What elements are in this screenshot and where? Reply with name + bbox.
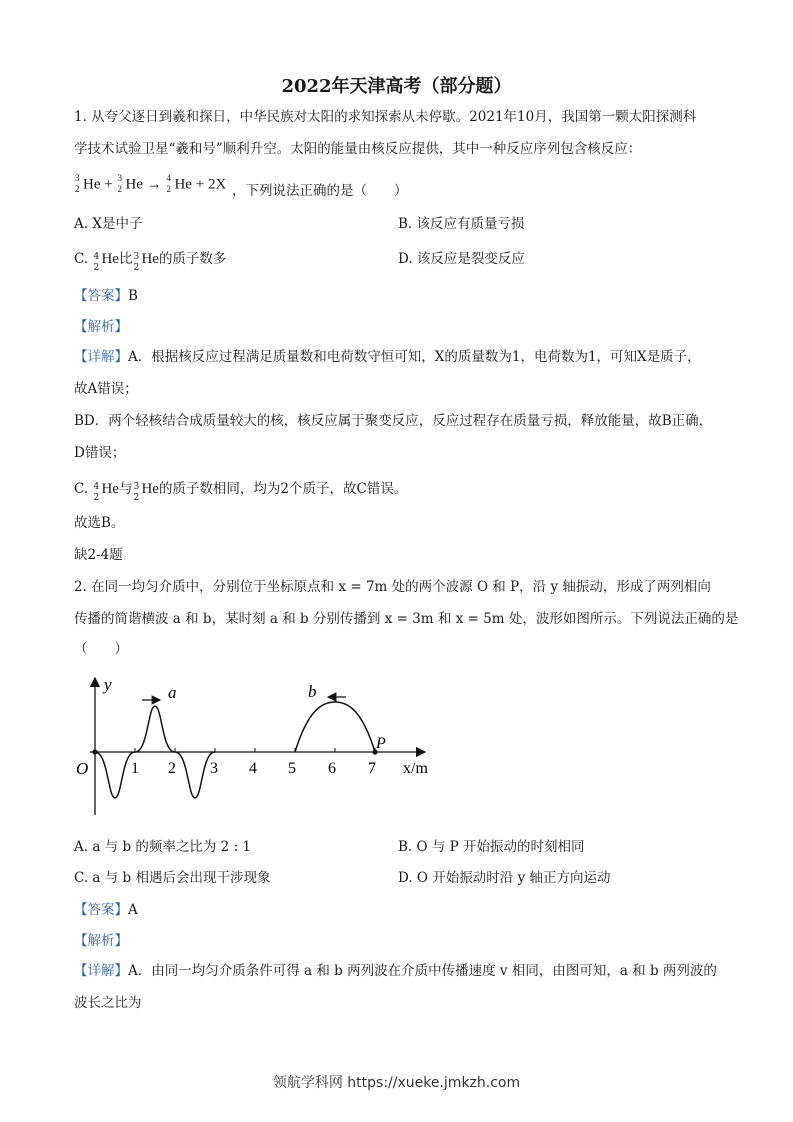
isotope-he3-second: 3 2 [117, 173, 122, 194]
x-tick-label: 1 [131, 760, 139, 777]
x-tick-label: 5 [288, 760, 296, 777]
q1-conclusion: 故选B。 [74, 515, 125, 531]
wave-graph [70, 670, 450, 830]
q1-analysis-label: 【解析】 [74, 319, 128, 335]
isotope-he4: 4 2 [93, 251, 100, 273]
origin-point [92, 749, 97, 754]
q2-answer: 【答案】A [74, 902, 138, 918]
q1-stem-line1: 1. 从夸父逐日到羲和探日，中华民族对太阳的求知探索从未停歇。2021年10月，我国第一颗太阳探测科 [74, 109, 697, 125]
q1-option-a: A. X是中子 [74, 216, 143, 232]
q1-detail-line3: BD．两个轻核结合成质量较大的核，核反应属于聚变反应，反应过程存在质量亏损，释放能量，故B正确， [74, 413, 713, 429]
source-p-label: P [376, 735, 386, 752]
q2-detail-line1: 【详解】A．由同一均匀介质条件可得 a 和 b 两列波在介质中传播速度 v 相同，由图可知，a 和 b 两列波的 [74, 963, 717, 979]
q2-option-d: D. O 开始振动时沿 y 轴正方向运动 [398, 870, 611, 886]
q1-option-d: D. 该反应是裂变反应 [398, 251, 525, 267]
y-axis-label: y [104, 675, 112, 694]
x-tick-label: 3 [210, 760, 218, 777]
q2-stem-line2: 传播的简谐横波 a 和 b，某时刻 a 和 b 分别传播到 x = 3m 和 x = 5m 处，波形如图所示。下列说法正确的是 [74, 611, 739, 627]
q1-detail-line1: 【详解】A．根据核反应过程满足质量数和电荷数守恒可知，X的质量数为1，电荷数为1，可知X是质子， [74, 349, 701, 365]
q2-detail-line2: 波长之比为 [74, 995, 142, 1011]
x-tick-label: 4 [249, 760, 257, 777]
q2-option-c: C. a 与 b 相遇后会出现干涉现象 [74, 870, 271, 886]
origin-label: O [76, 759, 89, 778]
isotope-he3: 3 2 [133, 481, 140, 503]
isotope-he3: 3 2 [75, 173, 80, 194]
missing-questions-note: 缺2-4题 [74, 547, 123, 563]
wave-b-label: b [308, 682, 317, 701]
x-tick-label: 6 [328, 760, 336, 777]
q1-question-suffix: ，下列说法正确的是（ ） [232, 183, 408, 199]
q1-detail-line5: C. 4 2 He与 3 2 He的质子数相同，均为2个质子，故C错误。 [74, 481, 408, 503]
wave-b-curve [295, 702, 375, 752]
isotope-he4: 4 2 [93, 481, 100, 503]
reaction-arrow: → [146, 176, 162, 193]
page-footer: 领航学科网 https://xueke.jmkzh.com [272, 1075, 521, 1091]
q1-detail-line4: D错误； [74, 445, 126, 461]
isotope-he3: 3 2 [133, 251, 140, 273]
q2-analysis-label: 【解析】 [74, 933, 128, 949]
q1-answer: 【答案】B [74, 288, 138, 304]
q1-option-c: C. 4 2 He比 3 2 He的质子数多 [74, 251, 227, 273]
q2-stem-line1: 2. 在同一均匀介质中，分别位于坐标原点和 x = 7m 处的两个波源 O 和 P，沿 y 轴振动，形成了两列相向 [74, 579, 711, 595]
wave-a-label: a [168, 683, 177, 702]
q2-option-a: A. a 与 b 的频率之比为 2 : 1 [74, 839, 251, 855]
x-tick-label: 7 [368, 760, 376, 777]
q1-nuclear-equation: 3 2 He + 3 2 He → 4 2 He + 2X [75, 173, 227, 194]
q1-stem-line2: 学技术试验卫星“羲和号”顺利升空。太阳的能量由核反应提供，其中一种反应序列包含核反应： [74, 141, 642, 157]
x-axis-label: x/m [403, 760, 428, 777]
x-tick-label: 2 [168, 760, 176, 777]
isotope-he4: 4 2 [166, 173, 171, 194]
q2-option-b: B. O 与 P 开始振动的时刻相同 [398, 839, 585, 855]
page-title: 2022年天津高考（部分题） [281, 76, 512, 97]
q1-detail-line2: 故A错误； [74, 381, 138, 397]
q2-stem-line3: （ ） [74, 641, 128, 657]
q1-option-b: B. 该反应有质量亏损 [398, 216, 525, 232]
